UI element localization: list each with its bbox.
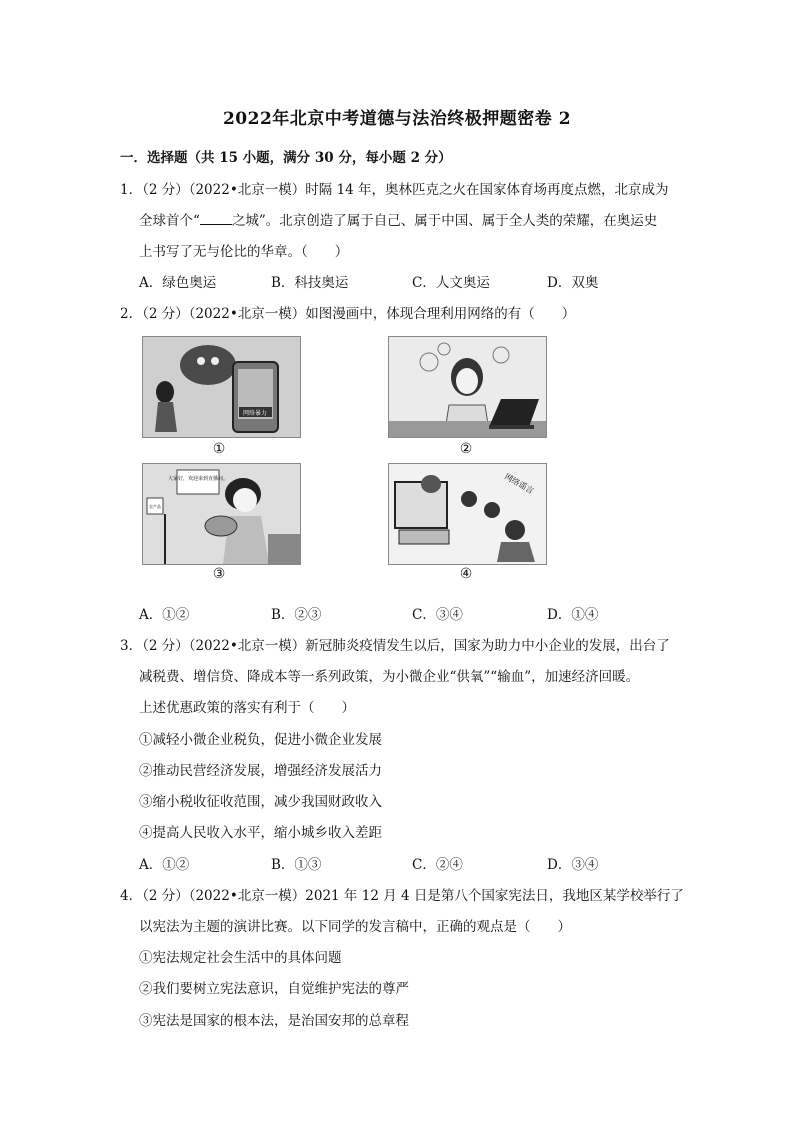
q2-line1: 2．（2 分）（2022•北京一模）如图漫画中，体现合理利用网络的有（ ）	[120, 306, 576, 322]
page-title: 2022年北京中考道德与法治终极押题密卷 2	[222, 109, 572, 129]
comic-online-study-drawing	[389, 337, 546, 437]
comic3-speech: 大家好，欢迎来到直播间。	[167, 476, 229, 482]
q3-item-2: ②推动民营经济发展，增强经济发展活力	[139, 763, 382, 779]
q1-blank	[200, 212, 232, 225]
q3-item-1: ①减轻小微企业税负，促进小微企业发展	[139, 732, 382, 748]
figure-label-1: ①	[212, 441, 226, 457]
comic-online-study	[388, 336, 547, 438]
q1-line1: 1．（2 分）（2022•北京一模）时隔 14 年，奥林匹克之火在国家体育场再度点燃，北京成为	[120, 182, 669, 198]
q2-option-a[interactable]: A．①②	[139, 607, 190, 623]
q1-line3: 上书写了无与伦比的华章。（ ）	[139, 244, 349, 260]
q3-line1: 3．（2 分）（2022•北京一模）新冠肺炎疫情发生以后，国家为助力中小企业的发展，出台了	[120, 638, 670, 654]
q2-option-c[interactable]: C．③④	[412, 607, 463, 623]
comic4-label: 网络谣言	[503, 471, 536, 496]
figure-label-3: ③	[212, 566, 226, 582]
comic-livestream-selling	[142, 463, 301, 565]
q3-line3: 上述优惠政策的落实有利于（ ）	[139, 700, 355, 716]
q3-item-4: ④提高人民收入水平，缩小城乡收入差距	[139, 825, 382, 841]
q4-item-1: ①宪法规定社会生活中的具体问题	[139, 950, 342, 966]
q1-option-d[interactable]: D．双奥	[547, 275, 599, 291]
comic-cyberbullying	[142, 336, 301, 438]
comic-livestream-selling-drawing	[143, 464, 300, 564]
comic1-label: 网络暴力	[242, 410, 268, 417]
q2-option-b[interactable]: B．②③	[271, 607, 322, 623]
comic-online-rumors-drawing	[389, 464, 546, 564]
q1-line2-end: 之城”。北京创造了属于自己、属于中国、属于全人类的荣耀，在奥运史	[231, 213, 658, 229]
figure-label-2: ②	[459, 441, 473, 457]
comic-online-rumors	[388, 463, 547, 565]
q2-option-d[interactable]: D．①④	[547, 607, 599, 623]
q1-option-a[interactable]: A．绿色奥运	[139, 275, 217, 291]
figure-label-4: ④	[459, 566, 473, 582]
q3-option-d[interactable]: D．③④	[547, 857, 599, 873]
q3-option-c[interactable]: C．②④	[412, 857, 463, 873]
comic3-sign: 农产品	[149, 504, 161, 509]
q3-line2: 减税费、增信贷、降成本等一系列政策，为小微企业“供氧”“输血”，加速经济回暖。	[139, 669, 640, 685]
q4-line2: 以宪法为主题的演讲比赛。以下同学的发言稿中，正确的观点是（ ）	[139, 919, 571, 935]
q1-option-c[interactable]: C．人文奥运	[412, 275, 490, 291]
q4-line1: 4．（2 分）（2022•北京一模）2021 年 12 月 4 日是第八个国家宪法日，我地区某学校举行了	[120, 888, 684, 904]
section-heading: 一．选择题（共 15 小题，满分 30 分，每小题 2 分）	[120, 150, 452, 166]
q1-line2	[139, 209, 657, 229]
comic-cyberbullying-drawing	[143, 337, 300, 437]
q3-item-3: ③缩小税收征收范围，减少我国财政收入	[139, 794, 382, 810]
q1-line2-start: 全球首个“	[139, 213, 200, 229]
q1-option-b[interactable]: B．科技奥运	[271, 275, 349, 291]
q4-item-3: ③宪法是国家的根本法，是治国安邦的总章程	[139, 1013, 409, 1029]
q3-option-a[interactable]: A．①②	[139, 857, 190, 873]
q3-option-b[interactable]: B．①③	[271, 857, 322, 873]
q4-item-2: ②我们要树立宪法意识，自觉维护宪法的尊严	[139, 981, 409, 997]
